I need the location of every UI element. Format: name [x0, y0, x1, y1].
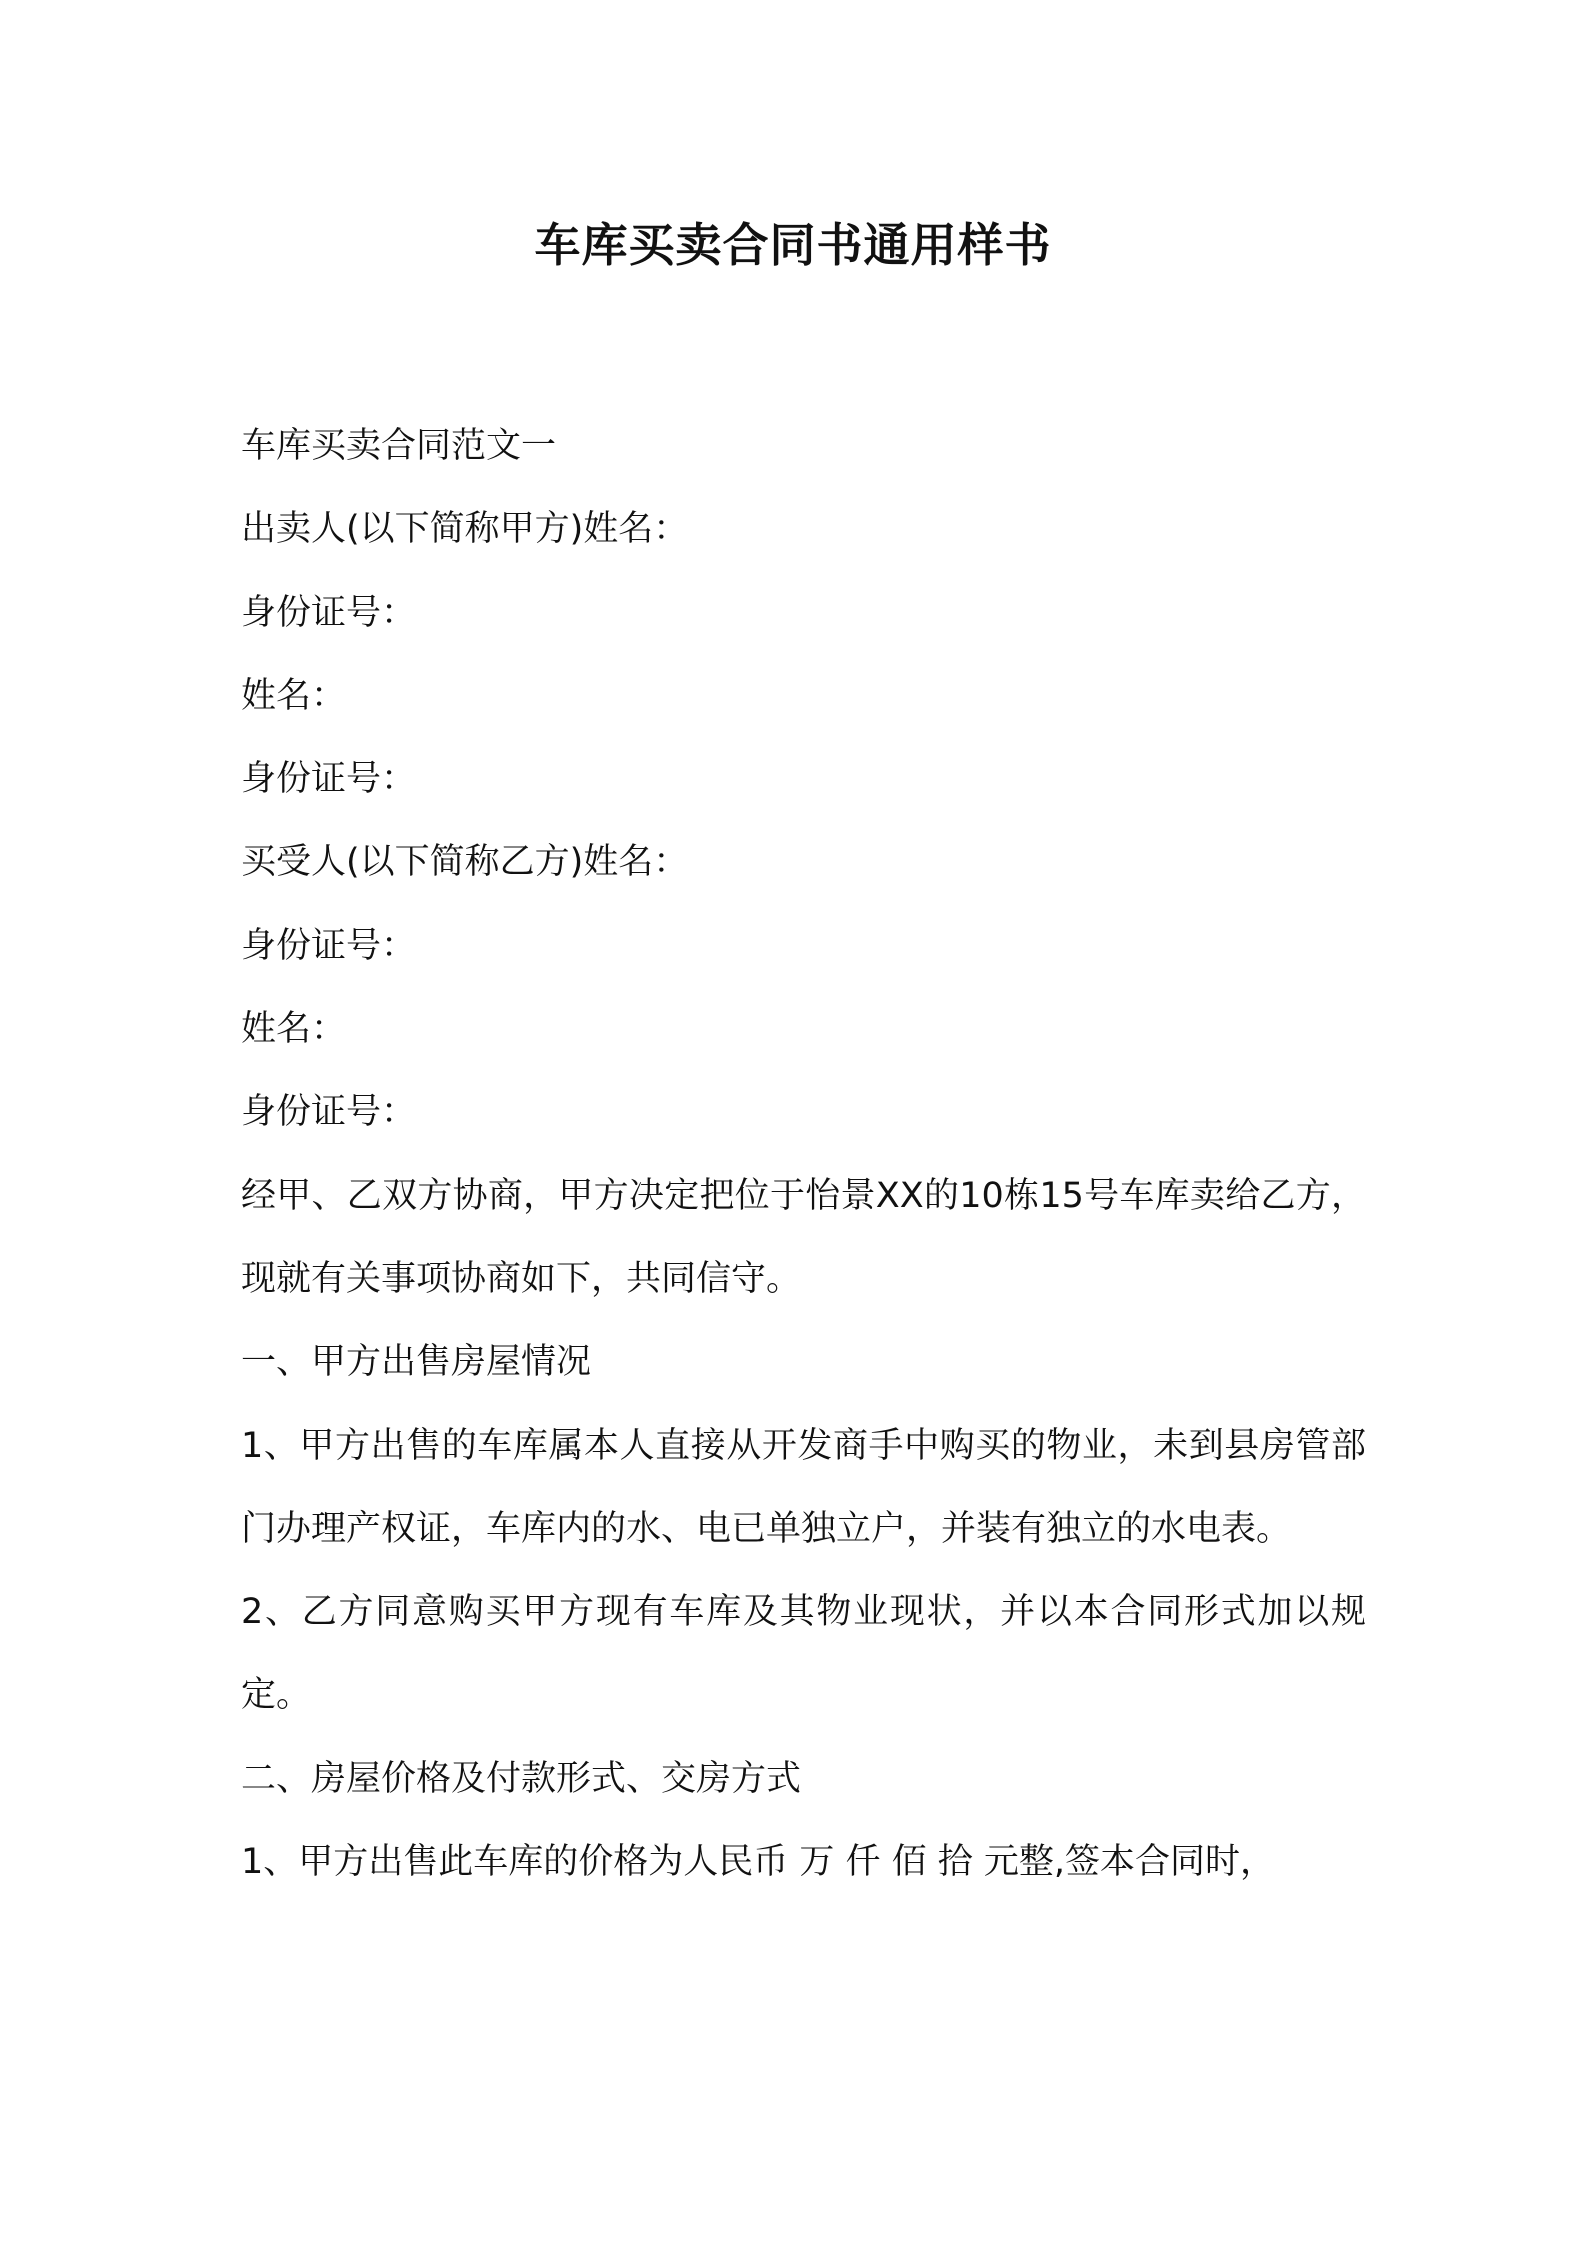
buyer-name-field: 买受人(以下简称乙方)姓名：	[241, 842, 689, 883]
seller2-id-field: 身份证号：	[241, 759, 417, 800]
clause-2-1: 1、甲方出售此车库的价格为人民币 万 仟 佰 拾 元整,签本合同时，	[241, 1842, 1276, 1883]
buyer-id-field: 身份证号：	[241, 925, 417, 966]
seller-id-field: 身份证号：	[241, 592, 417, 633]
seller-name-field: 出卖人(以下简称甲方)姓名：	[241, 509, 689, 550]
document-title: 车库买卖合同书通用样书	[534, 218, 1052, 272]
clause-1-2: 2、乙方同意购买甲方现有车库及其物业现状，并以本合同形式加以规定。	[241, 1592, 1366, 1716]
agreement-intro-paragraph: 经甲、乙双方协商，甲方决定把位于怡景XX的10栋15号车库卖给乙方，现就有关事项协商如下，共同信守。	[241, 1175, 1366, 1299]
clause-1-1: 1、甲方出售的车库属本人直接从开发商手中购买的物业，未到县房管部门办理产权证，车库内的水、电已单独立户，并装有独立的水电表。	[241, 1425, 1366, 1549]
document-body	[241, 405, 1366, 1904]
section-heading: 车库买卖合同范文一	[241, 426, 557, 466]
buyer2-id-field: 身份证号：	[241, 1092, 417, 1133]
clause-heading-2: 二、房屋价格及付款形式、交房方式	[241, 1758, 802, 1799]
clause-heading-1: 一、甲方出售房屋情况	[241, 1342, 592, 1383]
buyer2-name-field: 姓名：	[241, 1009, 347, 1050]
seller2-name-field: 姓名：	[241, 675, 347, 716]
